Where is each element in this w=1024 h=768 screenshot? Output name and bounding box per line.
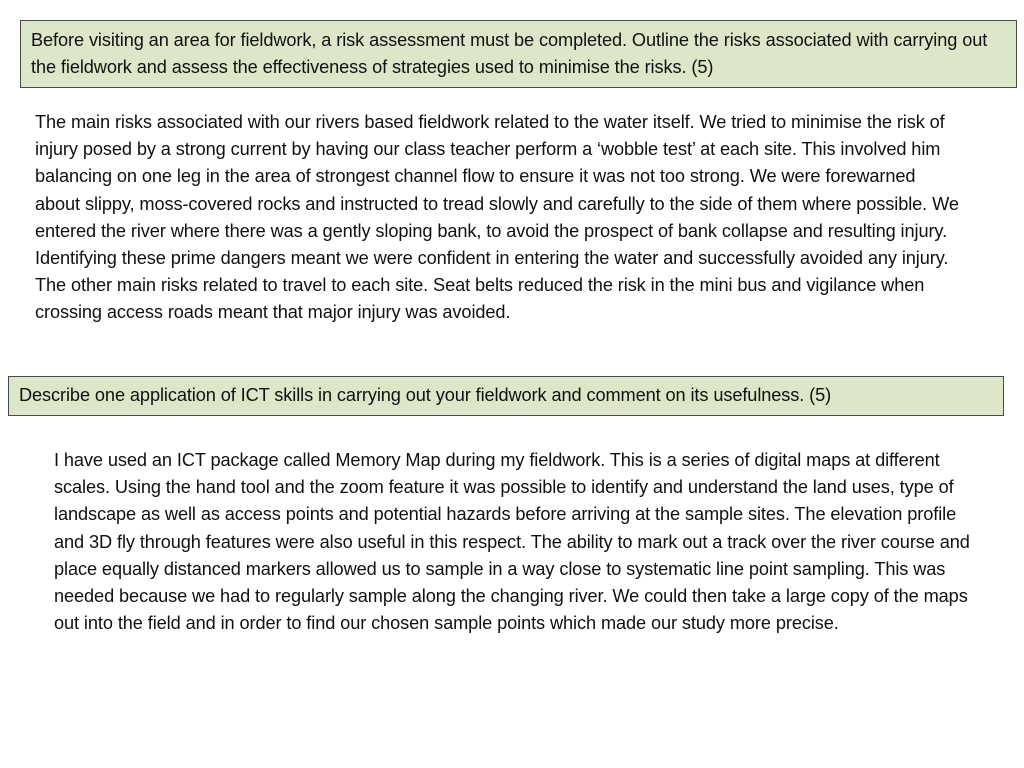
answer-2-paragraph: I have used an ICT package called Memory Map during my fieldwork. This is a series of digital maps at different scales. Using the hand tool and the zoom feature it was possible to identify and understand the land uses, type of landscape as well as access points and potential hazards before arriving at the sample sites. The elevation profile and 3D fly through features were also useful in this respect. The ability to mark out a track over the river course and place equally distanced markers allowed us to sample in a way close to systematic line point sampling. This was needed because we had to regularly sample along the changing river. We could then take a large copy of the maps out into the field and in order to find our chosen sample points which made our study more precise. xyxy=(54,450,970,634)
question-2-text: Describe one application of ICT skills in carrying out your fieldwork and comment on its usefulness. (5) xyxy=(19,385,832,405)
answer-1-paragraph: The main risks associated with our rivers based fieldwork related to the water itself. We tried to minimise the risk of injury posed by a strong current by having our class teacher perform a ‘wobble test’ at each site. This involved him balancing on one leg in the area of strongest channel flow to ensure it was not too strong. We were forewarned about slippy, moss-covered rocks and instructed to tread slowly and carefully to the side of them where possible. We entered the river where there was a gently sloping bank, to avoid the prospect of bank collapse and resulting injury. Identifying these prime dangers meant we were confident in entering the water and successfully avoided any injury. The other main risks related to travel to each site. Seat belts reduced the risk in the mini bus and vigilance when crossing access roads meant that major injury was avoided. xyxy=(35,112,959,323)
question-2-box xyxy=(8,376,1004,416)
question-1-text: Before visiting an area for fieldwork, a risk assessment must be completed. Outline the risks associated with carrying out the fieldwork and assess the effectiveness of strategies used to minimise the risks. (5) xyxy=(31,30,988,77)
question-1-box xyxy=(20,20,1017,88)
